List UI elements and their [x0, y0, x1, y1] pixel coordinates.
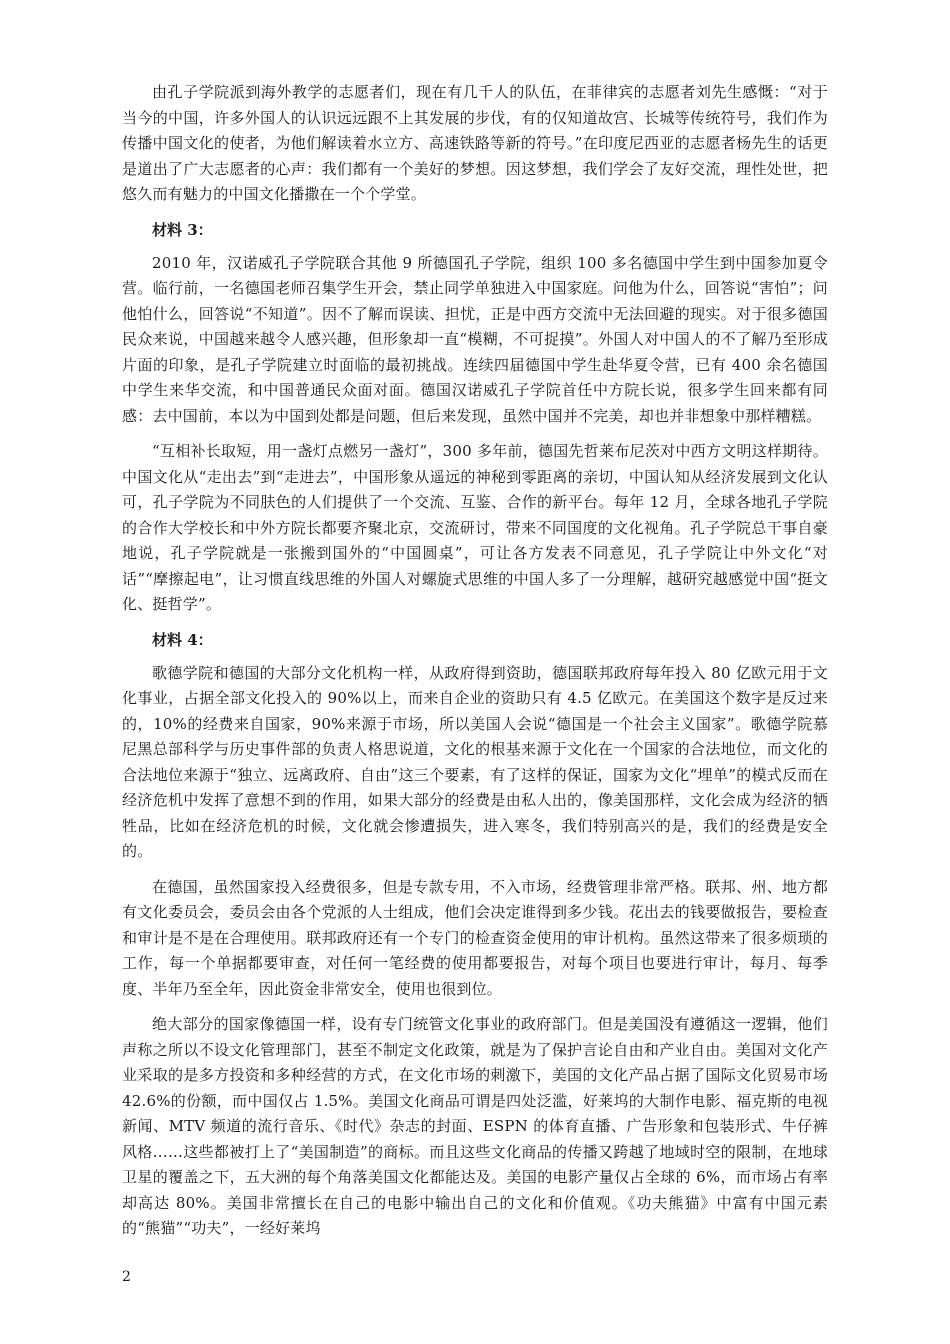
- paragraph-goethe-institute: 歌德学院和德国的大部分文化机构一样，从政府得到资助，德国联邦政府每年投入 80 亿欧元用于文化事业，占据全部文化投入的 90%以上，而来自企业的资助只有 4.5 亿欧元。在美国这个数字是反过来的，10%的经费来自国家，90%来源于市场，所以美国人会说“德国是一个社会主义国家”。歌德学院慕尼黑总部科学与历史事件部的负责人格思说道，文化的根基来源于文化在一个国家的合法地位，而文化的合法地位来源于“独立、远离政府、自由”这三个要素，有了这样的保证，国家为文化“埋单”的模式反而在经济危机中发挥了意想不到的作用，如果大部分的经费是由私人出的，像美国那样，文化会成为经济的牺牲品，比如在经济危机的时候，文化就会惨遭损失，进入寒冬，我们特别高兴的是，我们的经费是安全的。: [122, 663, 828, 860]
- heading-material-3: 材料 3：: [152, 220, 213, 239]
- heading-material-4: 材料 4：: [152, 630, 213, 649]
- page-number: 2: [122, 1269, 131, 1285]
- paragraph-hannover-camp: 2010 年，汉诺威孔子学院联合其他 9 所德国孔子学院，组织 100 多名德国中学生到中国参加夏令营。临行前，一名德国老师召集学生开会，禁止同学单独进入中国家庭。问他为什么，回答说“害怕”；问他怕什么，回答说“不知道”。因不了解而误读、担忧，正是中西方交流中无法回避的现实。对于很多德国民众来说，中国越来越令人感兴趣，但形象却一直“模糊，不可捉摸”。外国人对中国人的不了解乃至形成片面的印象，是孔子学院建立时面临的最初挑战。连续四届德国中学生赴华夏令营，已有 400 余名德国中学生来华交流，和中国普通民众面对面。德国汉诺威孔子学院首任中方院长说，很多学生回来都有同感：去中国前，本以为中国到处都是问题，但后来发现，虽然中国并不完美，却也并非想象中那样糟糕。: [122, 253, 828, 425]
- paragraph-germany-funding: 在德国，虽然国家投入经费很多，但是专款专用，不入市场，经费管理非常严格。联邦、州、地方都有文化委员会，委员会由各个党派的人士组成，他们会决定谁得到多少钱。花出去的钱要做报告，要检查和审计是不是在合理使用。联邦政府还有一个专门的检查资金使用的审计机构。虽然这带来了很多烦琐的工作，每一个单据都要审查，对任何一笔经费的使用都要报告，对每个项目也要进行审计，每月、每季度、半年乃至全年，因此资金非常安全，使用也很到位。: [122, 877, 828, 998]
- paragraph-leibniz: “互相补长取短，用一盏灯点燃另一盏灯”，300 多年前，德国先哲莱布尼茨对中西方文明这样期待。中国文化从“走出去”到“走进去”，中国形象从遥远的神秘到零距离的亲切，中国认知从经济发展到文化认可，孔子学院为不同肤色的人们提供了一个交流、互鉴、合作的新平台。每年 12 月，全球各地孔子学院的合作大学校长和中外方院长都要齐聚北京，交流研讨，带来不同国度的文化视角。孔子学院总干事自豪地说，孔子学院就是一张搬到国外的“中国圆桌”，可让各方发表不同意见，孔子学院让中外文化“对话”“摩擦起电”，让习惯直线思维的外国人对螺旋式思维的中国人多了一分理解，越研究越感觉中国“挺文化、挺哲学”。: [122, 442, 828, 613]
- paragraph-volunteers: 由孔子学院派到海外教学的志愿者们，现在有几千人的队伍，在菲律宾的志愿者刘先生感慨：“对于当今的中国，许多外国人的认识远远跟不上其发展的步伐，有的仅知道故宫、长城等传统符号，我们作为传播中国文化的使者，为他们解读着水立方、高速铁路等新的符号。”在印度尼西亚的志愿者杨先生的话更是道出了广大志愿者的心声：我们都有一个美好的梦想。因这梦想，我们学会了友好交流，理性处世，把悠久而有魅力的中国文化播撒在一个个学堂。: [122, 83, 828, 203]
- paragraph-us-culture: 绝大部分的国家像德国一样，设有专门统管文化事业的政府部门。但是美国没有遵循这一逻辑，他们声称之所以不设文化管理部门，甚至不制定文化政策，就是为了保护言论自由和产业自由。美国对文化产业采取的是多方投资和多种经营的方式，在文化市场的刺激下，美国的文化产品占据了国际文化贸易市场 42.6%的份额，而中国仅占 1.5%。美国文化商品可谓是四处泛滥，好莱坞的大制作电影、福克斯的电视新闻、MTV 频道的流行音乐、《时代》杂志的封面、ESPN 的体育直播、广告形象和包装形式、牛仔裤风格……这些都被打上了“美国制造”的商标。而且这些文化商品的传播又跨越了地域时空的限制，在地球卫星的覆盖之下，五大洲的每个角落美国文化都能达及。美国的电影产量仅占全球的 6%，而市场占有率却高达 80%。美国非常擅长在自己的电影中输出自己的文化和价值观。《功夫熊猫》中富有中国元素的“熊猫”“功夫”，一经好莱坞: [122, 1015, 828, 1237]
